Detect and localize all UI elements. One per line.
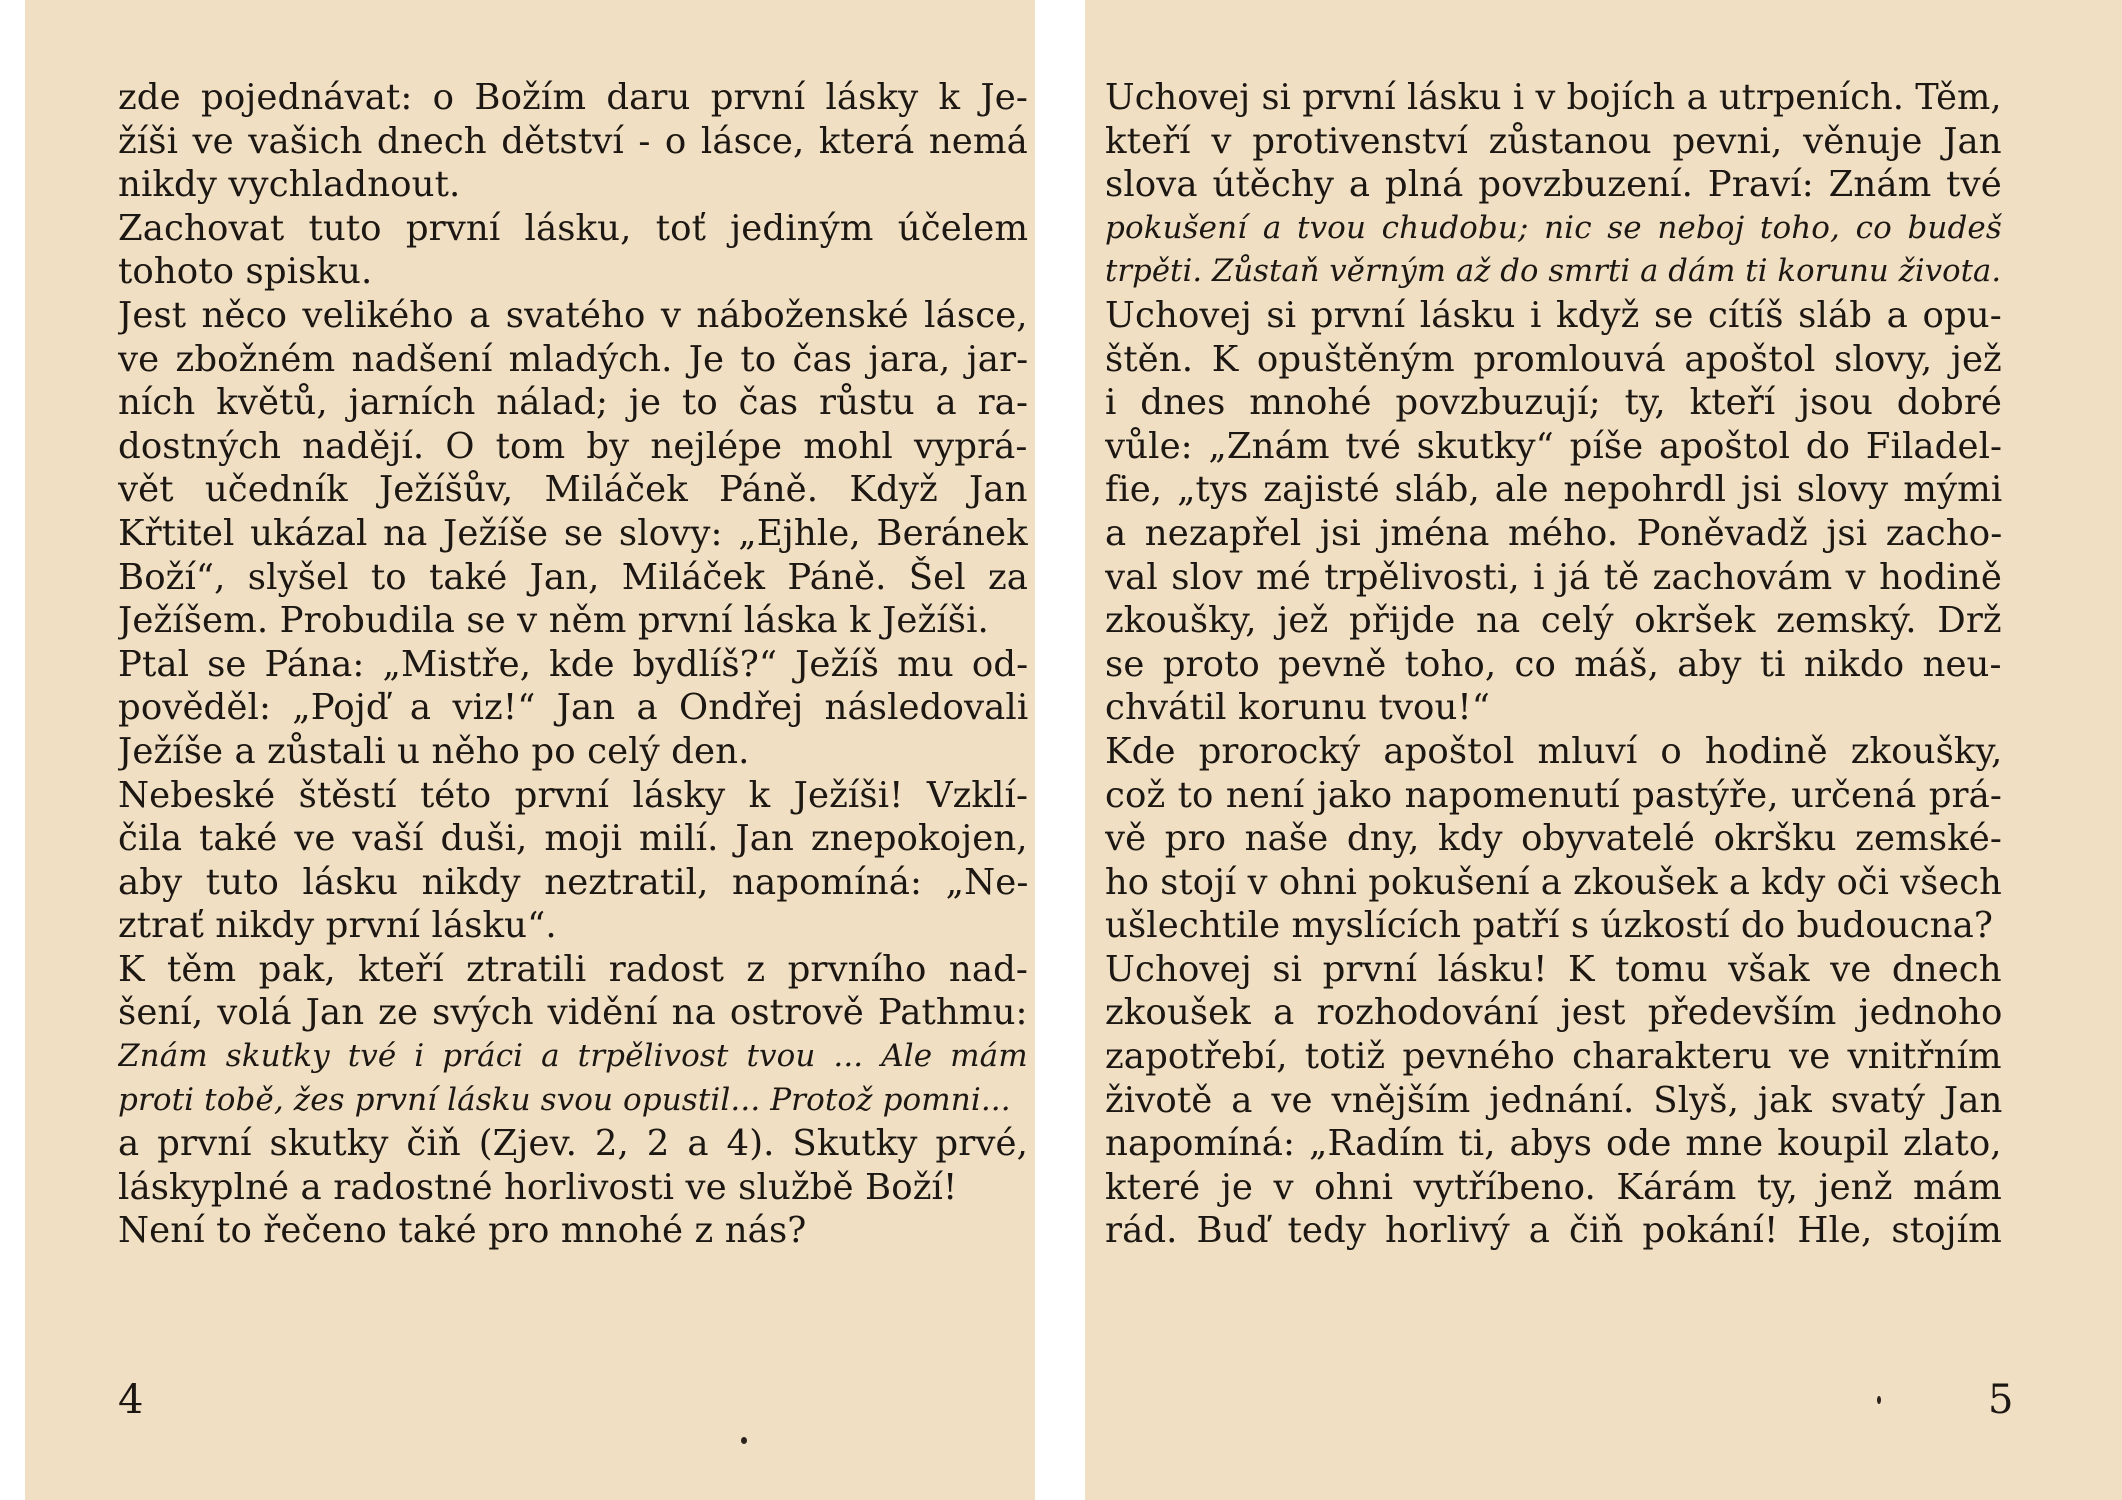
text-line: aby tuto lásku nikdy neztratil, napomíná: „Ne- [118,861,1028,903]
text-line: štěn. K opuštěným promlouvá apoštol slovy, jež [1105,338,2002,380]
text-line: vůle: „Znám tvé skutky“ píše apoštol do Filadel- [1105,425,2002,467]
text-line: slova útěchy a plná povzbuzení. Praví: Znám tvé [1105,164,2002,206]
text-line: Kde prorocký apoštol mluví o hodině zkoušky, [1105,730,2002,772]
text-line: zkoušky, jež přijde na celý okršek zemský. Drž [1105,600,2002,642]
text-line: ztrať nikdy první lásku“. [118,905,557,947]
text-line: proti tobě, žes první lásku svou opustil... Protož pomni... [118,1081,1011,1118]
left-page-number: 4 [118,1377,144,1423]
text-line: pověděl: „Pojď a viz!“ Jan a Ondřej následovali [118,687,1028,729]
text-line: což to není jako napomenutí pastýře, určená prá- [1105,774,2002,816]
text-line: tohoto spisku. [118,251,373,293]
text-line: rád. Buď tedy horlivý a čiň pokání! Hle, stojím [1105,1210,2002,1252]
text-line: val slov mé trpělivosti, i já tě zachovám v hodině [1105,556,2002,598]
text-line: čila také ve vaší duši, moji milí. Jan znepokojen, [118,818,1028,860]
text-line: chvátil korunu tvou!“ [1105,687,1491,729]
text-line: fie, „tys zajisté sláb, ale nepohrdl jsi slovy mými [1105,469,2002,511]
text-line: které je v ohni vytříbeno. Kárám ty, jenž mám [1105,1166,2002,1208]
text-line: kteří v protivenství zůstanou pevni, věnuje Jan [1105,120,2002,162]
text-line: Ježíše a zůstali u něho po celý den. [118,730,750,772]
text-line: napomíná: „Radím ti, abys ode mne koupil zlato, [1105,1123,2002,1165]
ink-speck [1877,1396,1881,1404]
text-line: Boží“, slyšel to také Jan, Miláček Páně. Šel za [118,556,1028,598]
text-line: a první skutky čiň (Zjev. 2, 2 a 4). Skutky prvé, [118,1123,1028,1165]
text-line: Uchovej si první lásku! K tomu však ve dnech [1105,948,2002,990]
text-line: se proto pevně toho, co máš, aby ti nikdo neu- [1105,643,2002,685]
text-line: ušlechtile myslících patří s úzkostí do budoucna? [1105,905,1993,947]
text-line: pokušení a tvou chudobu; nic se neboj toho, co budeš [1105,209,2002,246]
text-line: Jest něco velikého a svatého v náboženské lásce, [118,294,1028,336]
text-line: zapotřebí, totiž pevného charakteru ve vnitřním [1105,1036,2002,1078]
text-line: trpěti. Zůstaň věrným až do smrti a dám ti korunu života. [1105,254,2002,290]
text-line: vě pro naše dny, kdy obyvatelé okršku zemské- [1105,818,2002,860]
text-line: ve zbožném nadšení mladých. Je to čas jara, jar- [118,338,1028,380]
right-page-text [1105,76,2002,1253]
text-line: ních květů, jarních nálad; je to čas růstu a ra- [118,382,1028,424]
text-line: láskyplné a radostné horlivosti ve službě Boží! [118,1166,958,1208]
text-line: Ježíšem. Probudila se v něm první láska k Ježíši. [118,600,989,642]
text-line: Nebeské štěstí této první lásky k Ježíši! Vzklí- [118,774,1028,816]
text-line: žíši ve vašich dnech dětství - o lásce, která nemá [118,120,1028,162]
left-page [25,0,1035,1500]
text-line: zkoušek a rozhodování jest především jednoho [1105,992,2002,1034]
text-line: i dnes mnohé povzbuzují; ty, kteří jsou dobré [1105,382,2002,424]
text-line: Znám skutky tvé i práci a trpělivost tvou ... Ale mám [118,1038,1028,1075]
text-line: Uchovej si první lásku i když se cítíš sláb a opu- [1105,294,2002,336]
text-line: šení, volá Jan ze svých vidění na ostrově Pathmu: [118,992,1028,1034]
text-line: Uchovej si první lásku i v bojích a utrpeních. Těm, [1105,77,2002,118]
left-page-text [118,76,1028,1253]
text-line: dostných nadějí. O tom by nejlépe mohl vyprá- [118,425,1028,467]
right-page-number: 5 [1988,1377,2014,1423]
text-line: Není to řečeno také pro mnohé z nás? [118,1210,807,1252]
text-line: Křtitel ukázal na Ježíše se slovy: „Ejhle, Beránek [118,512,1028,554]
text-line: Ptal se Pána: „Mistře, kde bydlíš?“ Ježíš mu od- [118,643,1028,685]
text-line: nikdy vychladnout. [118,164,461,206]
text-line: ho stojí v ohni pokušení a zkoušek a kdy oči všech [1105,861,2002,903]
text-line: a nezapřel jsi jména mého. Poněvadž jsi zacho- [1105,512,2002,554]
text-line: vět učedník Ježíšův, Miláček Páně. Když Jan [118,469,1028,511]
ink-speck [741,1437,747,1444]
text-line: K těm pak, kteří ztratili radost z prvního nad- [118,948,1028,990]
text-line: Zachovat tuto první lásku, toť jediným účelem [118,207,1028,249]
right-page [1085,0,2122,1500]
text-line: zde pojednávat: o Božím daru první lásky k Je- [118,77,1028,118]
text-line: životě a ve vnějším jednání. Slyš, jak svatý Jan [1105,1079,2002,1121]
